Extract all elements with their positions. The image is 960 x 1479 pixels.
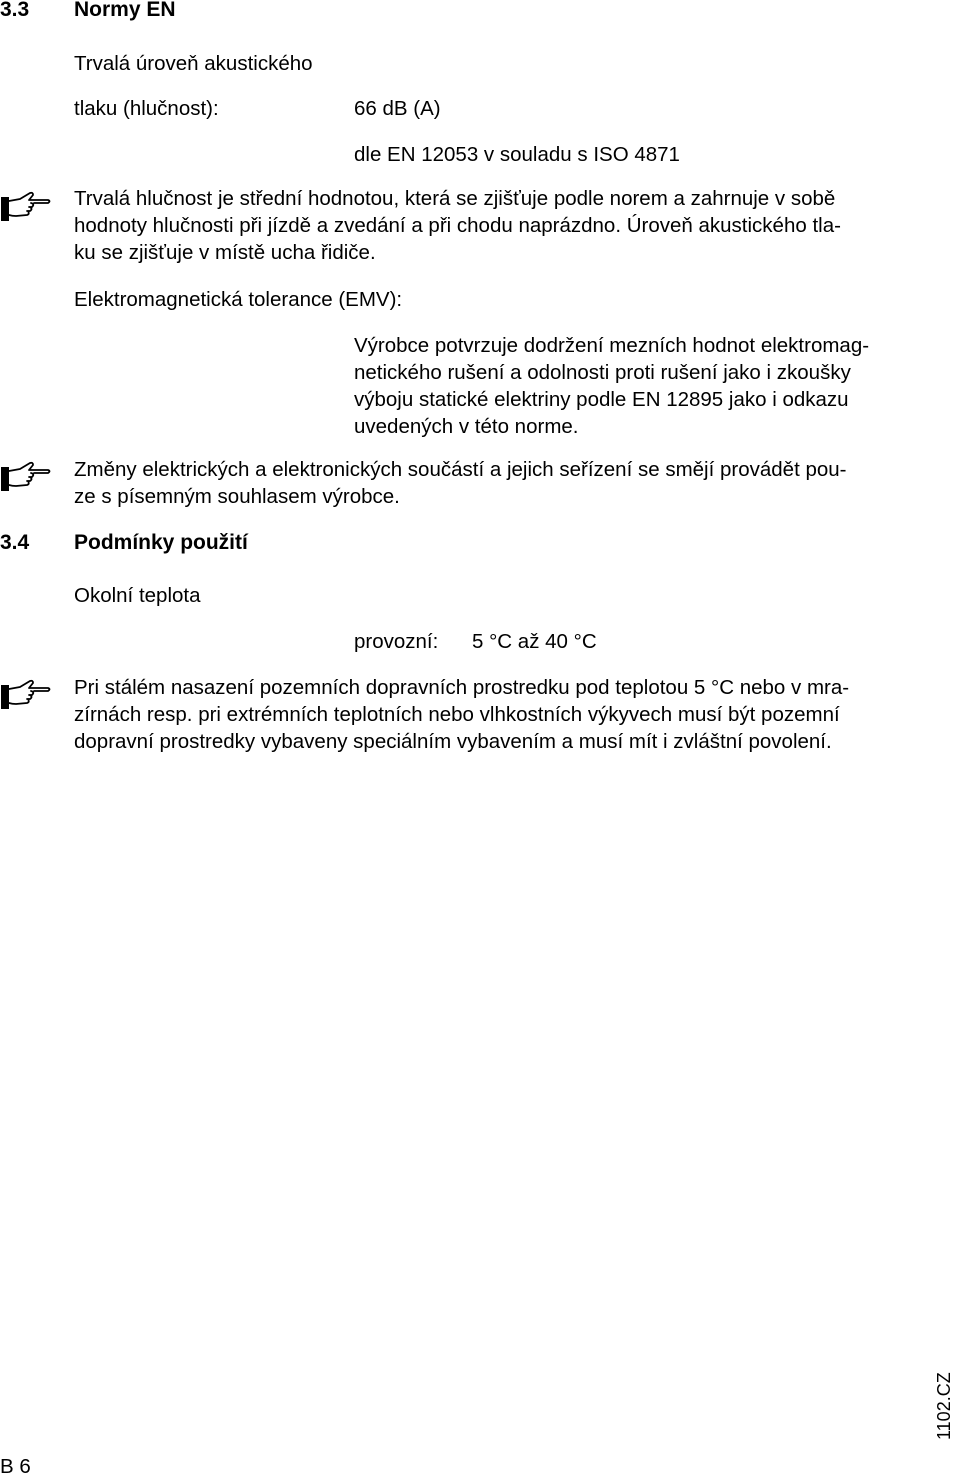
- note-line: Trvalá hlučnost je střední hodnotou, která se zjišťuje podle norem a zahrnuje v sobě: [74, 187, 836, 210]
- operating-label: provozní:: [354, 630, 439, 653]
- section-number: 3.3: [0, 0, 30, 21]
- note-line: zírnách resp. pri extrémních teplotních nebo vlhkostních výkyvech musí být pozemní: [74, 703, 840, 726]
- noise-value: 66 dB (A): [354, 97, 441, 120]
- note-paragraph-3: [74, 674, 849, 755]
- pointing-hand-icon: [0, 678, 52, 712]
- pointing-hand-icon: [0, 460, 52, 494]
- pointing-hand-icon: [0, 190, 52, 224]
- emv-paragraph: [354, 332, 869, 440]
- emv-line: Výrobce potvrzuje dodržení mezních hodnot elektromag-: [354, 334, 870, 357]
- emv-line: výboju statické elektriny podle EN 12895 jako i odkazu: [354, 388, 849, 411]
- note-paragraph-1: [74, 185, 841, 266]
- section-title: Normy EN: [74, 0, 176, 21]
- ambient-label: Okolní teplota: [74, 584, 201, 607]
- page-number: B 6: [0, 1455, 31, 1478]
- emv-line: uvedených v této norme.: [354, 415, 579, 438]
- noise-label-line1: Trvalá úroveň akustického: [74, 52, 313, 75]
- note-line: hodnoty hlučnosti při jízdě a zvedání a při chodu naprázdno. Úroveň akustického tla-: [74, 214, 841, 237]
- document-code: [930, 1362, 960, 1440]
- emv-label: Elektromagnetická tolerance (EMV):: [74, 288, 403, 311]
- note-line: ku se zjišťuje v místě ucha řidiče.: [74, 241, 376, 264]
- note-line: Pri stálém nasazení pozemních dopravních prostredku pod teplotou 5 °C nebo v mra-: [74, 676, 850, 699]
- note-line: Změny elektrických a elektronických součástí a jejich seřízení se smějí provádět pou-: [74, 458, 847, 481]
- noise-standard: dle EN 12053 v souladu s ISO 4871: [354, 143, 680, 166]
- operating-value: 5 °C až 40 °C: [472, 630, 597, 653]
- section-number: 3.4: [0, 531, 30, 554]
- emv-line: netického rušení a odolnosti proti rušení jako i zkoušky: [354, 361, 851, 384]
- noise-label-line2: tlaku (hlučnost):: [74, 97, 219, 120]
- note-line: dopravní prostredky vybaveny speciálním vybavením a musí mít i zvláštní povolení.: [74, 730, 832, 753]
- section-title: Podmínky použití: [74, 531, 248, 554]
- document-code-text: 1102.CZ: [934, 1372, 954, 1440]
- note-paragraph-2: [74, 456, 847, 510]
- note-line: ze s písemným souhlasem výrobce.: [74, 485, 400, 508]
